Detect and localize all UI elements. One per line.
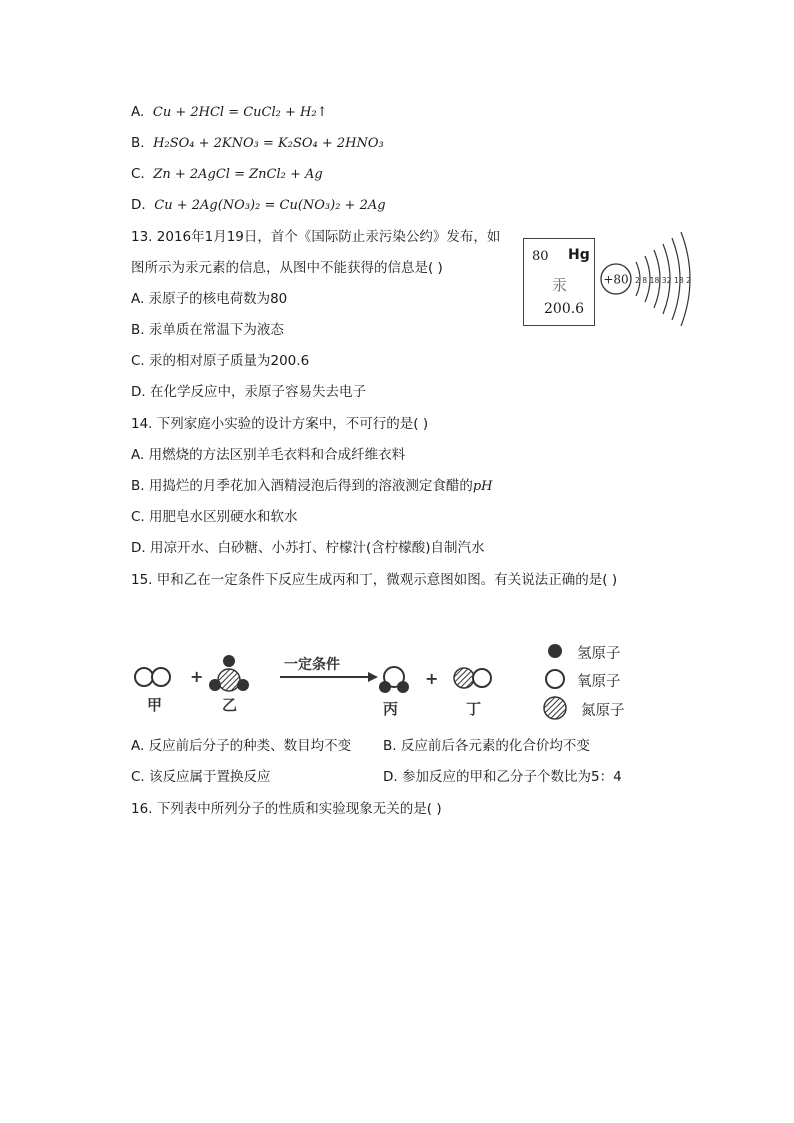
legend-symbols [538,640,574,722]
q15-option-a: A. 反应前后分子的种类、数目均不变 [131,738,352,754]
legend-oxygen-symbol [546,670,564,688]
molecule-ding [454,668,491,688]
q14-option-d: D. 用凉开水、白砂糖、小苏打、柠檬汁(含柠檬酸)自制汽水 [131,540,485,556]
q12-option-b: B. H₂SO₄ + 2KNO₃ = K₂SO₄ + 2HNO₃ [131,135,384,151]
nucleus-charge: +80 [603,272,629,287]
q14-stem: 14. 下列家庭小实验的设计方案中，不可行的是( ) [131,416,429,432]
element-name: 汞 [552,276,568,294]
atomic-mass: 200.6 [544,301,585,317]
q12-formula-c: Zn + 2AgCl = ZnCl₂ + Ag [153,167,323,182]
q12-formula-d: Cu + 2Ag(NO₃)₂ = Cu(NO₃)₂ + 2Ag [154,198,386,213]
q12-option-c: C. Zn + 2AgCl = ZnCl₂ + Ag [131,166,323,182]
label-jia: 甲 [147,696,163,714]
q14-option-c: C. 用肥皂水区别硬水和软水 [131,509,298,525]
q13-option-b: B. 汞单质在常温下为液态 [131,322,284,338]
ph-symbol: pH [472,479,493,494]
q13-option-d: D. 在化学反应中，汞原子容易失去电子 [131,384,366,400]
element-card [523,238,595,326]
q15-option-c: C. 该反应属于置换反应 [131,769,271,785]
molecule-jia [135,668,170,686]
element-symbol: Hg [568,247,590,263]
label-bing: 丙 [383,700,399,718]
molecule-bing [379,667,409,693]
label-ding: 丁 [466,700,482,718]
q15-option-d: D. 参加反应的甲和乙分子个数比为5：4 [383,769,622,785]
atom-structure-diagram [598,228,698,332]
q13-stem-line1: 13. 2016年1月19日，首个《国际防止汞污染公约》发布，如 [131,229,501,245]
legend-hydrogen: 氢原子 [577,646,621,662]
q15-option-b: B. 反应前后各元素的化合价均不变 [383,738,590,754]
label-yi: 乙 [222,696,238,714]
q12-option-d: D. Cu + 2Ag(NO₃)₂ = Cu(NO₃)₂ + 2Ag [131,197,386,213]
q13-option-a: A. 汞原子的核电荷数为80 [131,291,288,307]
molecule-yi [209,655,249,691]
q12-option-a: A. Cu + 2HCl = CuCl₂ + H₂↑ [131,104,328,120]
reaction-condition: 一定条件 [284,657,340,673]
q15-stem: 15. 甲和乙在一定条件下反应生成丙和丁，微观示意图如图。有关说法正确的是( ) [131,572,618,588]
plus-sign-1: + [190,667,204,686]
legend-nitrogen-symbol [544,697,566,719]
electron-shell-counts: 2 8 18 32 18 2 [635,276,691,285]
reaction-arrow [280,672,378,682]
q16-stem: 16. 下列表中所列分子的性质和实验现象无关的是( ) [131,801,442,817]
plus-sign-2: + [425,669,439,688]
q12-formula-a: Cu + 2HCl = CuCl₂ + H₂↑ [152,105,328,120]
q14-option-a: A. 用燃烧的方法区别羊毛衣料和合成纤维衣料 [131,447,406,463]
q12-formula-b: H₂SO₄ + 2KNO₃ = K₂SO₄ + 2HNO₃ [153,136,384,151]
legend-oxygen: 氧原子 [577,674,621,690]
legend-nitrogen: 氮原子 [581,703,625,719]
legend-hydrogen-symbol [548,644,562,658]
atomic-number: 80 [532,249,549,264]
q13-option-c: C. 汞的相对原子质量为200.6 [131,353,310,369]
q14-option-b: B. 用捣烂的月季花加入酒精浸泡后得到的溶液测定食醋的pH [131,478,493,494]
q13-stem-line2: 图所示为汞元素的信息，从图中不能获得的信息是( ) [131,260,443,276]
